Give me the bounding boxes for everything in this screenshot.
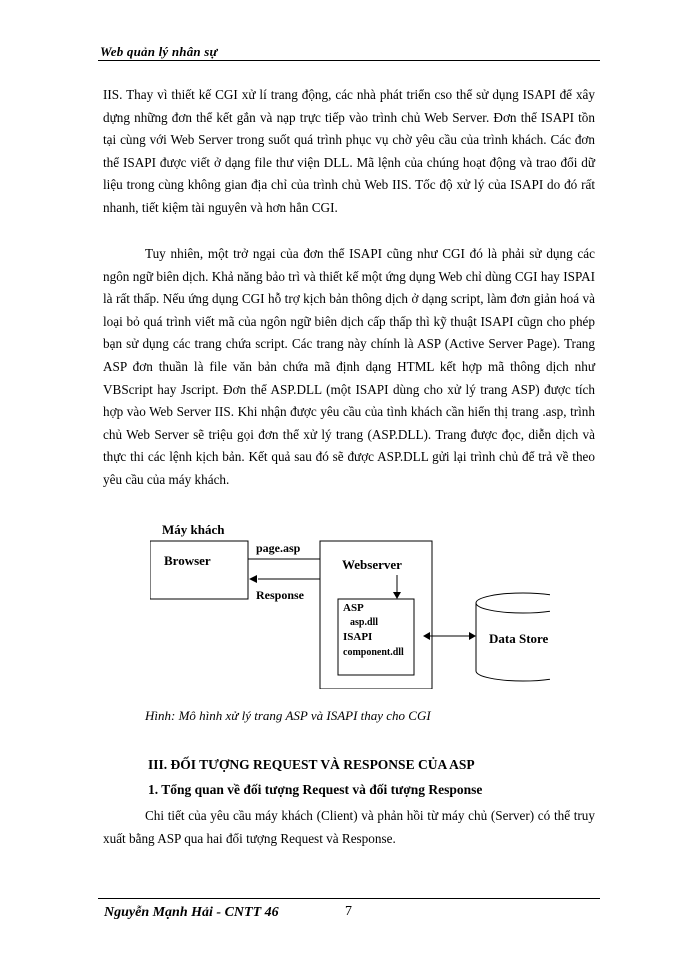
paragraph-request-response: Chi tiết của yêu cầu máy khách (Client) và phản hồi từ máy chủ (Server) có thể truy xuất bằng ASP qua hai đối tượng Request và Response. [103, 808, 595, 846]
sub-heading: 1. Tổng quan về đối tượng Request và đối tượng Response [148, 782, 483, 797]
header-rule [98, 60, 600, 61]
section-heading: III. ĐỐI TƯỢNG REQUEST VÀ RESPONSE CỦA ASP [148, 757, 475, 772]
footer-rule [98, 898, 600, 899]
aspdll-label: asp.dll [350, 617, 379, 628]
figure-caption: Hình: Mô hình xử lý trang ASP và ISAPI thay cho CGI [145, 708, 431, 723]
response-arrowhead [249, 575, 257, 583]
paragraph-isapi-intro: IIS. Thay vì thiết kế CGI xử lí trang động, các nhà phát triển cso thể sử dụng ISAPI để xây dựng những đơn thể kết gắn và nạp trực tiếp vào trình chủ Web Server. Đơn thể ISAPI tồn tại cùng với Web Server trong suốt quá trình phục vụ chờ yêu cầu của trình khách. Các đơn thể ISAPI được viết ở dạng file thư viện DLL. Mã lệnh của chúng hoạt động và trao đổi dữ liệu trong cùng không gian địa chỉ của trình chủ Web IIS. Tốc độ xử lý của ISAPI do đó rất nhanh, tiết kiệm tài nguyên và hơn hẳn CGI. [103, 87, 595, 215]
asp-label: ASP [343, 602, 364, 614]
page-number: 7 [345, 904, 352, 919]
browser-label: Browser [164, 553, 211, 568]
asp-isapi-diagram [150, 519, 550, 689]
datastore-link-right-head [469, 632, 476, 640]
page-header-title: Web quản lý nhân sự [100, 44, 218, 59]
component-label: component.dll [343, 647, 404, 658]
footer-author: Nguyễn Mạnh Hải - CNTT 46 [104, 905, 279, 920]
response-label: Response [256, 588, 305, 602]
paragraph-asp-explanation: Tuy nhiên, một trở ngại của đơn thể ISAPI cũng như CGI đó là phải sử dụng các ngôn ngữ biên dịch. Khả năng bảo trì và thiết kế một ứng dụng Web chỉ dùng CGI hay ISPAI là rất thấp. Nếu ứng dụng CGI hỗ trợ kịch bản thông dịch ở dạng script, làm đơn giản hoá và loại bỏ quá trình viết mã của ngôn ngữ biên dịch cấp thấp thì kỹ thuật ISAPI cũgn cho phép bạn sử dụng các trang chứa script. Các trang này chính là ASP (Active Server Page). Trang ASP đơn thuần là file văn bản chứa mã định dạng HTML kết hợp mã thông dịch như VBScript hay Jscript. Đơn thể ASP.DLL (một ISAPI dùng cho xử lý trang ASP) được tích hợp vào Web Server IIS. Khi nhận được yêu cầu của tình khách cần hiển thị trang .asp, trình chủ Web Server sẽ triệu gọi đơn thể xử lý trang (ASP.DLL). Trang được đọc, diễn dịch và thực thi các lệnh kịch bản. Kết quả sau đó sẽ được ASP.DLL gửi lại trình chủ để trả về theo yêu cầu của máy khách. [103, 246, 595, 487]
isapi-label: ISAPI [343, 631, 373, 643]
browser-box [150, 541, 248, 599]
client-label: Máy khách [162, 522, 225, 537]
request-label: page.asp [256, 541, 301, 555]
webserver-label: Webserver [342, 557, 402, 572]
datastore-label: Data Store [489, 631, 549, 646]
